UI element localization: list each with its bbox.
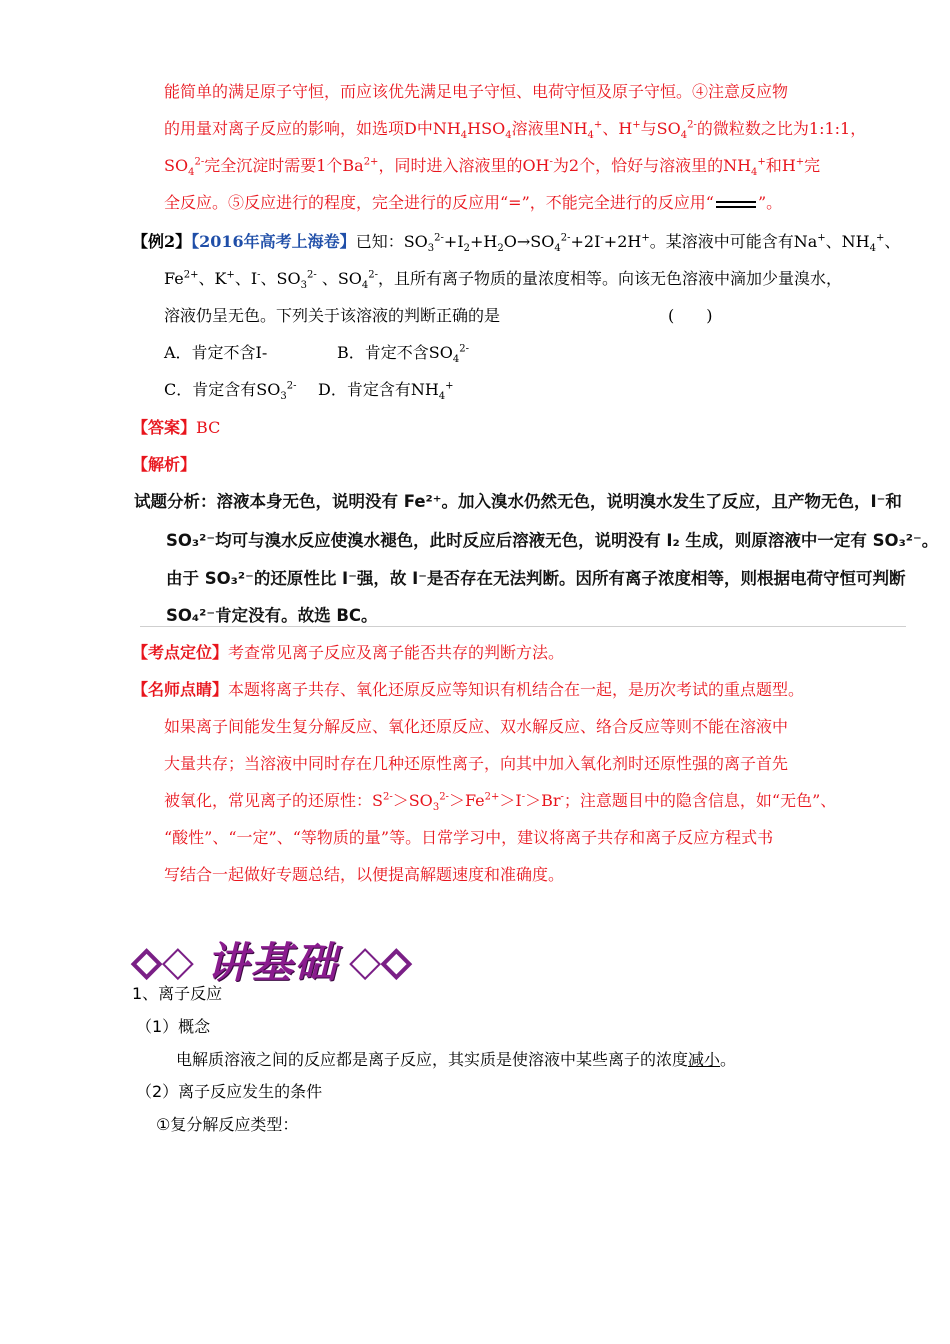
analysis-line2: SO₃²⁻均可与溴水反应使溴水褪色，此时反应后溶液无色，说明没有 I₂ 生成，则原溶液中一定有 SO₃²⁻。 (166, 531, 939, 550)
example2-line1: 【例2】【2016年高考上海卷】已知：$SO_3^{2-}+I_2+H_2O\to SO_4^{2-}+2I^-+2H^+$。某溶液中可能含有Na+、$NH_4^+$、 (132, 232, 901, 255)
p1-line3: $SO_4^{2-}$完全沉淀时需要1个$Ba^{2+}$，同时进入溶液里的OH-为2个，恰好与溶液里的$NH_4^+$和H+完 (164, 156, 821, 179)
example2-line3: 溶液仍呈无色。下列关于该溶液的判断正确的是 (164, 306, 501, 325)
mingshi-line6: 写结合一起做好专题总结，以便提高解题速度和准确度。 (164, 865, 565, 884)
basics-para1: 电解质溶液之间的反应都是离子反应，其实质是使溶液中某些离子的浓度减小。 (176, 1050, 737, 1069)
mingshi-line5: “酸性”、“一定”、“等物质的量”等。日常学习中，建议将离子共存和离子反应方程式书 (164, 828, 774, 847)
analysis-line3: 由于 SO₃²⁻的还原性比 I⁻强，故 I⁻是否存在无法判断。因所有离子浓度相等，则根据电荷守恒可判断 (166, 569, 906, 588)
mingshi-line3: 大量共存；当溶液中同时存在几种还原性离子，向其中加入氧化剂时还原性强的离子首先 (164, 754, 789, 773)
p1-line4: 全反应。⑤反应进行的程度，完全进行的反应用“=”，不能完全进行的反应用“ ”。 (164, 193, 783, 212)
kaodian-label: 【考点定位】 (132, 643, 229, 662)
banner-title: 讲基础 (206, 938, 339, 987)
analysis-line4: SO₄²⁻肯定没有。故选 BC。 (166, 606, 378, 625)
kaodian-line: 【考点定位】考查常见离子反应及离子能否共存的判断方法。 (132, 643, 565, 662)
mingshi-line2: 如果离子间能发生复分解反应、氧化还原反应、双水解反应、络合反应等则不能在溶液中 (164, 717, 789, 736)
p1-line1: 能简单的满足原子守恒，而应该优先满足电子守恒、电荷守恒及原子守恒。④注意反应物 (164, 82, 789, 101)
option-b: B．肯定不含$SO_4^{2-}$ (337, 343, 469, 366)
analysis-label: 【解析】 (132, 455, 197, 474)
option-c: C．肯定含有$SO_3^{2-}$ (164, 380, 297, 403)
divider (140, 626, 906, 627)
mingshi-line1: 【名师点睛】本题将离子共存、氧化还原反应等知识有机结合在一起，是历次考试的重点题型。 (132, 680, 805, 699)
option-a: A．肯定不含I- (164, 343, 268, 362)
answer-value: BC (196, 418, 221, 437)
diamond-left-icon: ◇◆ (132, 937, 195, 983)
answer-label: 【答案】 (132, 418, 197, 437)
example-source: 【2016年高考上海卷】 (191, 232, 356, 251)
mingshi-line4: 被氧化，常见离子的还原性：$S^{2-}>SO_3^{2-}>Fe^{2+}>I^->Br^-$；注意题目中的隐含信息，如“无色”、 (164, 791, 837, 814)
section-banner (132, 936, 413, 987)
option-d: D．肯定含有$NH_4^+$ (318, 380, 454, 403)
basics-heading2: （1）概念 (136, 1017, 211, 1036)
p1-line2: 的用量对离子反应的影响，如选项D中$NH_4HSO_4$溶液里$NH_4^+$、H+与$SO_4^{2-}$的微粒数之比为1:1:1， (164, 119, 867, 142)
answer-line (132, 418, 220, 438)
example2-line2: $Fe^{2+}$、K+、I-、$SO_3^{2-}$ 、$SO_4^{2-}$，且所有离子物质的量浓度相等。向该无色溶液中滴加少量溴水， (164, 269, 843, 292)
basics-heading3: （2）离子反应发生的条件 (136, 1082, 323, 1101)
basics-heading1: 1、离子反应 (132, 984, 223, 1003)
equilibrium-arrow-icon (714, 198, 758, 210)
mingshi-label: 【名师点睛】 (132, 680, 229, 699)
basics-heading4: ①复分解反应类型： (156, 1115, 299, 1134)
analysis-line1: 试题分析：溶液本身无色，说明没有 Fe²⁺。加入溴水仍然无色，说明溴水发生了反应，且产物无色，I⁻和 (134, 492, 902, 511)
answer-parentheses: ( ) (668, 306, 713, 325)
example-tag: 【例2】 (132, 232, 192, 251)
diamond-right-icon: ◆◇ (350, 937, 413, 983)
